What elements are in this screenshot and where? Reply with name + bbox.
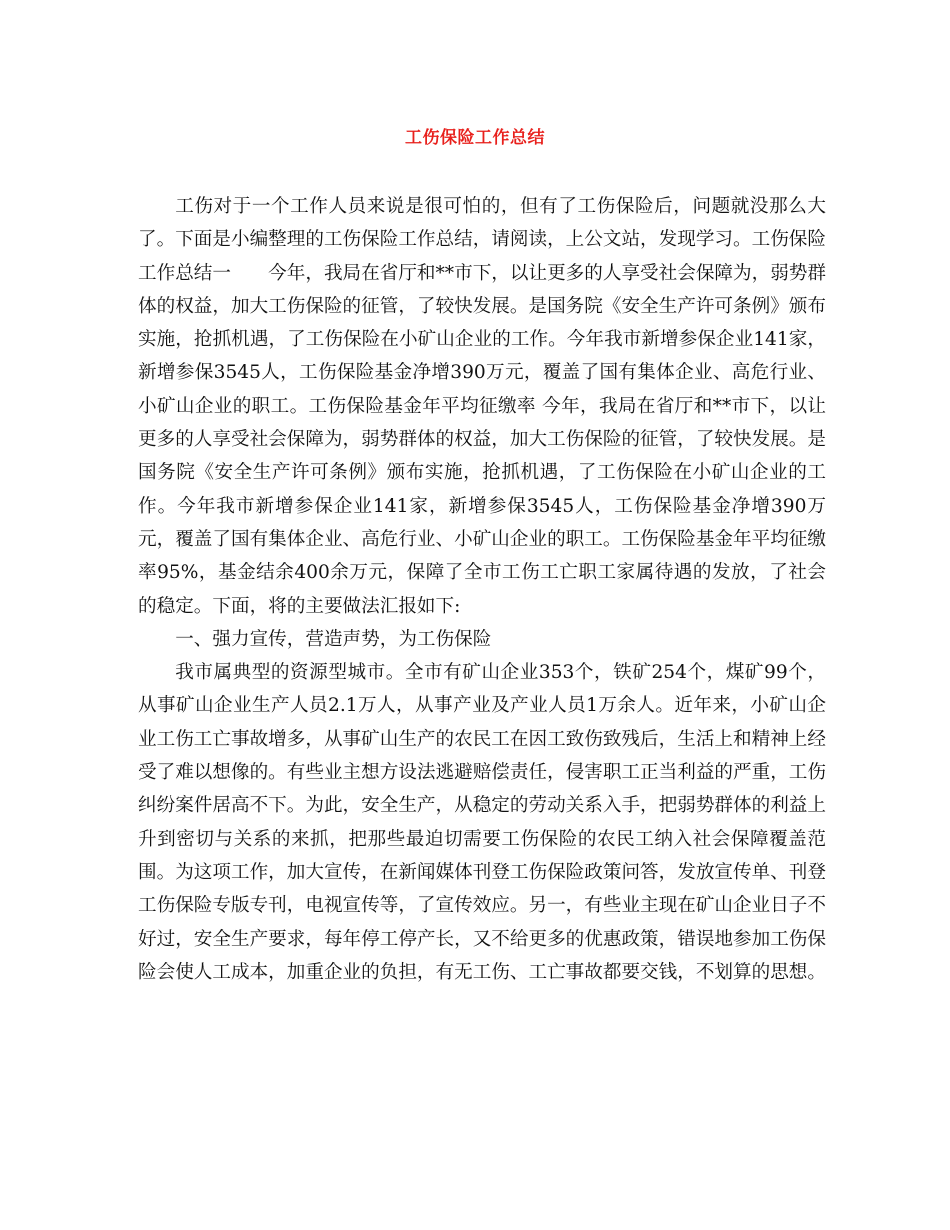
document-body: [138, 190, 826, 989]
document-title: 工伤保险工作总结: [405, 128, 545, 148]
section-heading-1: 一、强力宣传，营造声势，为工伤保险: [175, 628, 492, 650]
body-paragraph-1: 工伤对于一个工作人员来说是很可怕的，但有了工伤保险后，问题就没那么大了。下面是小编整理的工伤保险工作总结，请阅读，上公文站，发现学习。工伤保险工作总结一 今年，我局在省厅和**市下，以让更多的人享受社会保障为，弱势群体的权益，加大工伤保险的征管，了较快发展。是国务院《安全生产许可条例》颁布实施，抢抓机遇，了工伤保险在小矿山企业的工作。今年我市新增参保企业141家，新增参保3545人，工伤保险基金净增390万元，覆盖了国有集体企业、高危行业、小矿山企业的职工。工伤保险基金年平均征缴率 今年，我局在省厅和**市下，以让更多的人享受社会保障为，弱势群体的权益，加大工伤保险的征管，了较快发展。是国务院《安全生产许可条例》颁布实施，抢抓机遇，了工伤保险在小矿山企业的工作。今年我市新增参保企业141家，新增参保3545人，工伤保险基金净增390万元，覆盖了国有集体企业、高危行业、小矿山企业的职工。工伤保险基金年平均征缴率95%，基金结余400余万元，保障了全市工伤工亡职工家属待遇的发放，了社会的稳定。下面，将的主要做法汇报如下:: [138, 196, 826, 617]
body-paragraph-2: 我市属典型的资源型城市。全市有矿山企业353个，铁矿254个，煤矿99个，从事矿山企业生产人员2.1万人，从事产业及产业人员1万余人。近年来，小矿山企业工伤工亡事故增多，从事矿山生产的农民工在因工致伤致残后，生活上和精神上经受了难以想像的。有些业主想方设法逃避赔偿责任，侵害职工正当利益的严重，工伤纠纷案件居高不下。为此，安全生产，从稳定的劳动关系入手，把弱势群体的利益上升到密切与关系的来抓，把那些最迫切需要工伤保险的农民工纳入社会保障覆盖范围。为这项工作，加大宣传，在新闻媒体刊登工伤保险政策问答，发放宣传单、刊登工伤保险专版专刊，电视宣传等，了宣传效应。另一，有些业主现在矿山企业日子不好过，安全生产要求，每年停工停产长，又不给更多的优惠政策，错误地参加工伤保险会使人工成本，加重企业的负担，有无工伤、工亡事故都要交钱，不划算的思想。: [138, 662, 826, 983]
